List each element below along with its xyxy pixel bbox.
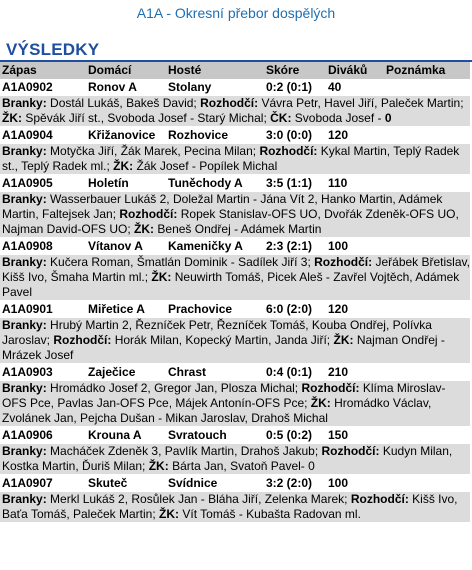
goals-label: Branky: bbox=[2, 144, 47, 158]
match-row bbox=[0, 79, 470, 96]
referees-label: Rozhodčí: bbox=[301, 381, 360, 395]
away-team: Chrast bbox=[166, 364, 264, 381]
match-detail-row bbox=[0, 192, 470, 237]
yellow-cards-value: Beneš Ondřej - Adámek Martin bbox=[157, 222, 322, 236]
goals-value: Hromádko Josef 2, Gregor Jan, Plosza Michal; bbox=[50, 381, 299, 395]
match-detail-row bbox=[0, 144, 470, 174]
referees-value: Ropek Stanislav-OFS UO, Dvořák Zdeněk-OFS UO, Najman David-OFS UO; bbox=[2, 207, 459, 236]
match-row bbox=[0, 427, 470, 444]
match-note bbox=[384, 79, 470, 96]
header-domaci: Domácí bbox=[86, 62, 166, 79]
yellow-cards-value: Neuwirth Tomáš, Picek Aleš - Zavřel Vojtěch, Adámek Pavel bbox=[2, 270, 460, 299]
home-team: Miřetice A bbox=[86, 301, 166, 318]
referees-label: Rozhodčí: bbox=[314, 255, 373, 269]
home-team: Krouna A bbox=[86, 427, 166, 444]
goals-value: Merkl Lukáš 2, Rosůlek Jan - Bláha Jiří, Zelenka Marek; bbox=[50, 492, 348, 506]
goals-label: Branky: bbox=[2, 255, 47, 269]
header-poznamka: Poznámka bbox=[384, 62, 470, 79]
goals-label: Branky: bbox=[2, 444, 47, 458]
match-details bbox=[0, 96, 470, 126]
match-detail-row bbox=[0, 381, 470, 426]
spectators: 210 bbox=[326, 364, 384, 381]
away-team: Stolany bbox=[166, 79, 264, 96]
match-row bbox=[0, 238, 470, 255]
referees-value: Horák Milan, Kopecký Martin, Janda Jiří; bbox=[114, 333, 331, 347]
away-team: Svídnice bbox=[166, 475, 264, 492]
match-row bbox=[0, 127, 470, 144]
goals-value: Macháček Zdeněk 3, Pavlík Martin, Drahoš Jakub; bbox=[50, 444, 319, 458]
results-table bbox=[0, 62, 470, 522]
yellow-cards-value: Najman Ondřej - Mrázek Josef bbox=[2, 333, 445, 362]
match-details bbox=[0, 318, 470, 363]
spectators: 100 bbox=[326, 238, 384, 255]
goals-label: Branky: bbox=[2, 96, 47, 110]
match-score: 0:2 (0:1) bbox=[264, 79, 326, 96]
spectators: 110 bbox=[326, 175, 384, 192]
red-card-count: 0 bbox=[384, 111, 392, 125]
goals-label: Branky: bbox=[2, 318, 47, 332]
referees-label: Rozhodčí: bbox=[53, 333, 112, 347]
spectators: 40 bbox=[326, 79, 384, 96]
match-id: A1A0908 bbox=[0, 238, 86, 255]
goals-value: Hrubý Martin 2, Řezníček Petr, Řezníček Tomáš, Kouba Ondřej, Polívka Jaroslav; bbox=[2, 318, 432, 347]
home-team: Vítanov A bbox=[86, 238, 166, 255]
away-team: Kameničky A bbox=[166, 238, 264, 255]
section-title: VÝSLEDKY bbox=[6, 40, 100, 59]
spectators: 150 bbox=[326, 427, 384, 444]
referees-value: Kišš Ivo, Baťa Tomáš, Paleček Martin; bbox=[2, 492, 458, 521]
match-note bbox=[384, 127, 470, 144]
yellow-cards-label: ŽK: bbox=[333, 333, 354, 347]
match-detail-row bbox=[0, 492, 470, 522]
page-title: A1A - Okresní přebor dospělých bbox=[136, 5, 336, 21]
match-note bbox=[384, 301, 470, 318]
header-divaku: Diváků bbox=[326, 62, 384, 79]
match-detail-row bbox=[0, 318, 470, 363]
match-id: A1A0906 bbox=[0, 427, 86, 444]
yellow-cards-label: ŽK: bbox=[148, 459, 169, 473]
match-id: A1A0904 bbox=[0, 127, 86, 144]
yellow-cards-label: ŽK: bbox=[151, 270, 172, 284]
referees-label: Rozhodčí: bbox=[200, 96, 259, 110]
yellow-cards-label: ŽK: bbox=[159, 507, 180, 521]
home-team: Zaječice bbox=[86, 364, 166, 381]
spectators: 120 bbox=[326, 301, 384, 318]
goals-value: Wasserbauer Lukáš 2, Doležal Martin - Jána Vít 2, Hanko Martin, Adámek Martin, Faltejsek Jan; bbox=[2, 192, 443, 221]
yellow-cards-label: ŽK: bbox=[310, 396, 331, 410]
match-id: A1A0907 bbox=[0, 475, 86, 492]
yellow-cards-label: ŽK: bbox=[2, 111, 22, 125]
goals-label: Branky: bbox=[2, 492, 47, 506]
referees-label: Rozhodčí: bbox=[119, 207, 178, 221]
yellow-cards-value: Bárta Jan, Svatoň Pavel- 0 bbox=[172, 459, 315, 473]
yellow-cards-value: Spěvák Jiří st., Svoboda Josef - Starý Michal; bbox=[25, 111, 267, 125]
match-id: A1A0901 bbox=[0, 301, 86, 318]
away-team: Prachovice bbox=[166, 301, 264, 318]
goals-value: Motyčka Jiří, Žák Marek, Pecina Milan; bbox=[50, 144, 257, 158]
match-score: 3:2 (2:0) bbox=[264, 475, 326, 492]
results-body bbox=[0, 79, 470, 522]
referees-label: Rozhodčí: bbox=[259, 144, 318, 158]
header-hoste: Hosté bbox=[166, 62, 264, 79]
home-team: Křižanovice bbox=[86, 127, 166, 144]
match-detail-row bbox=[0, 255, 470, 300]
match-note bbox=[384, 475, 470, 492]
spectators: 100 bbox=[326, 475, 384, 492]
home-team: Skuteč bbox=[86, 475, 166, 492]
referees-label: Rozhodčí: bbox=[350, 492, 409, 506]
spectators: 120 bbox=[326, 127, 384, 144]
match-details bbox=[0, 381, 470, 426]
match-id: A1A0902 bbox=[0, 79, 86, 96]
match-id: A1A0903 bbox=[0, 364, 86, 381]
match-row bbox=[0, 475, 470, 492]
match-note bbox=[384, 364, 470, 381]
yellow-cards-value: Žák Josef - Popílek Michal bbox=[136, 159, 278, 173]
table-header-row bbox=[0, 62, 470, 79]
match-detail-row bbox=[0, 96, 470, 126]
header-zapas: Zápas bbox=[0, 62, 86, 79]
away-team: Tuněchody A bbox=[166, 175, 264, 192]
match-score: 6:0 (2:0) bbox=[264, 301, 326, 318]
home-team: Ronov A bbox=[86, 79, 166, 96]
referees-value: Klíma Miroslav-OFS Pce, Pavlas Jan-OFS Pce, Májek Antonín-OFS Pce; bbox=[2, 381, 446, 410]
yellow-cards-value: Vít Tomáš - Kubašta Radovan ml. bbox=[182, 507, 361, 521]
match-detail-row bbox=[0, 444, 470, 474]
goals-label: Branky: bbox=[2, 381, 47, 395]
match-score: 3:0 (0:0) bbox=[264, 127, 326, 144]
match-score: 0:5 (0:2) bbox=[264, 427, 326, 444]
goals-value: Kučera Roman, Šmatlán Dominik - Sadílek Jiří 3; bbox=[50, 255, 311, 269]
away-team: Rozhovice bbox=[166, 127, 264, 144]
match-row bbox=[0, 301, 470, 318]
header-skore: Skóre bbox=[264, 62, 326, 79]
away-team: Svratouch bbox=[166, 427, 264, 444]
referees-label: Rozhodčí: bbox=[321, 444, 380, 458]
referees-value: Jeřábek Břetislav, Kišš Ivo, Šmaha Martin ml.; bbox=[2, 255, 470, 284]
referees-value: Vávra Petr, Havel Jiří, Paleček Martin; bbox=[261, 96, 464, 110]
match-row bbox=[0, 175, 470, 192]
yellow-cards-label: ŽK: bbox=[134, 222, 155, 236]
red-cards-value: Svoboda Josef - bbox=[294, 111, 382, 125]
referees-value: Kudyn Milan, Kostka Martin, Ďuriš Milan; bbox=[2, 444, 453, 473]
red-cards-label: ČK: bbox=[270, 111, 292, 125]
match-score: 3:5 (1:1) bbox=[264, 175, 326, 192]
match-details bbox=[0, 492, 470, 522]
match-details bbox=[0, 255, 470, 300]
goals-value: Dostál Lukáš, Bakeš David; bbox=[50, 96, 197, 110]
match-id: A1A0905 bbox=[0, 175, 86, 192]
goals-label: Branky: bbox=[2, 192, 47, 206]
match-details bbox=[0, 144, 470, 174]
match-score: 2:3 (2:1) bbox=[264, 238, 326, 255]
match-note bbox=[384, 175, 470, 192]
yellow-cards-label: ŽK: bbox=[113, 159, 134, 173]
match-details bbox=[0, 444, 470, 474]
match-note bbox=[384, 238, 470, 255]
referees-value: Kykal Martin, Teplý Radek st., Teplý Radek ml.; bbox=[2, 144, 460, 173]
home-team: Holetín bbox=[86, 175, 166, 192]
match-row bbox=[0, 364, 470, 381]
match-score: 0:4 (0:1) bbox=[264, 364, 326, 381]
match-note bbox=[384, 427, 470, 444]
yellow-cards-value: Hromádko Václav, Zvolánek Jan, Pejcha Dušan - Mikan Jaroslav, Drahoš Michal bbox=[2, 396, 432, 425]
match-details bbox=[0, 192, 470, 237]
